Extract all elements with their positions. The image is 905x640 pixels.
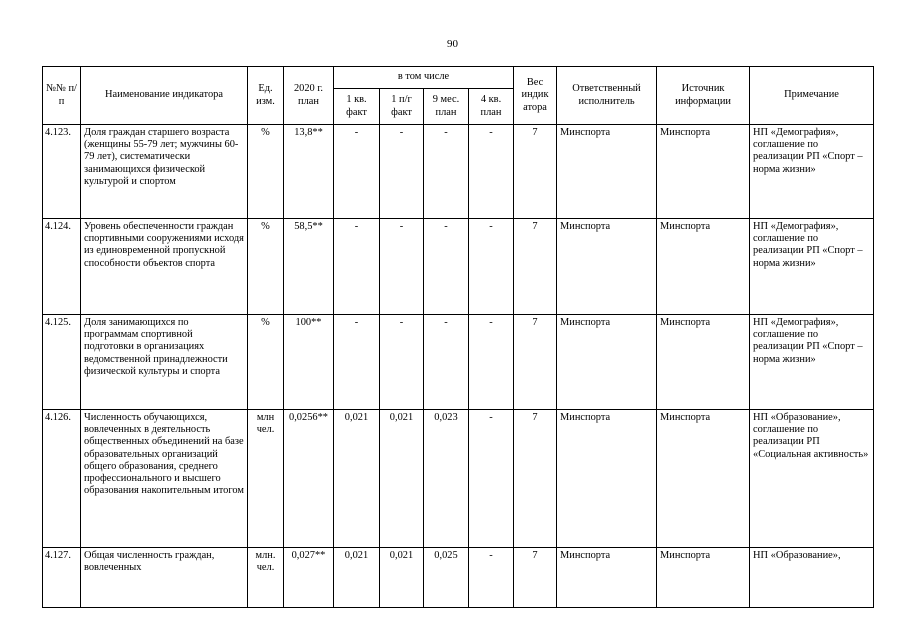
row-q1: 0,021	[334, 548, 380, 608]
header-plan-2020: 2020 г. план	[284, 67, 334, 125]
header-q1: 1 кв. факт	[334, 89, 380, 125]
header-unit: Ед. изм.	[248, 67, 284, 125]
row-9m: 0,025	[424, 548, 469, 608]
table-row	[43, 315, 874, 410]
indicators-table-container	[42, 66, 874, 640]
row-name: Общая численность граждан, вовлеченных	[81, 548, 248, 608]
header-source: Источник информации	[657, 67, 750, 125]
row-q4: -	[469, 219, 514, 315]
header-group: в том числе	[334, 67, 514, 89]
row-q1: -	[334, 125, 380, 219]
row-responsible: Минспорта	[557, 548, 657, 608]
header-responsible: Ответственный исполнитель	[557, 67, 657, 125]
row-weight: 7	[514, 548, 557, 608]
row-num: 4.126.	[43, 410, 81, 548]
row-source: Минспорта	[657, 219, 750, 315]
row-h1: 0,021	[380, 548, 424, 608]
header-q4: 4 кв. план	[469, 89, 514, 125]
row-unit: %	[248, 219, 284, 315]
row-responsible: Минспорта	[557, 125, 657, 219]
row-q4: -	[469, 125, 514, 219]
row-plan-2020: 13,8**	[284, 125, 334, 219]
row-unit: млн. чел.	[248, 548, 284, 608]
header-weight: Вес индик атора	[514, 67, 557, 125]
row-q4: -	[469, 315, 514, 410]
row-q4: -	[469, 410, 514, 548]
row-q4: -	[469, 548, 514, 608]
table-row	[43, 125, 874, 219]
row-h1: -	[380, 315, 424, 410]
row-source: Минспорта	[657, 315, 750, 410]
row-name: Доля граждан старшего возраста (женщины 55-79 лет; мужчины 60-79 лет), систематически занимающихся физической культурой и спортом	[81, 125, 248, 219]
row-9m: -	[424, 315, 469, 410]
header-9m: 9 мес. план	[424, 89, 469, 125]
header-name: Наименование индикатора	[81, 67, 248, 125]
row-plan-2020: 58,5**	[284, 219, 334, 315]
row-unit: %	[248, 125, 284, 219]
row-weight: 7	[514, 315, 557, 410]
header-note: Примечание	[750, 67, 874, 125]
row-num: 4.123.	[43, 125, 81, 219]
row-plan-2020: 100**	[284, 315, 334, 410]
row-unit: %	[248, 315, 284, 410]
row-name: Численность обучающихся, вовлеченных в деятельность общественных объединений на базе образовательных организаций общего образования, среднего профессионального и высшего образования накопительным итогом	[81, 410, 248, 548]
row-name: Доля занимающихся по программам спортивной подготовки в организациях ведомственной принадлежности физической культуры и спорта	[81, 315, 248, 410]
row-9m: -	[424, 219, 469, 315]
row-note: НП «Образование»,	[750, 548, 874, 608]
row-weight: 7	[514, 410, 557, 548]
row-source: Минспорта	[657, 548, 750, 608]
row-num: 4.124.	[43, 219, 81, 315]
row-num: 4.125.	[43, 315, 81, 410]
row-source: Минспорта	[657, 125, 750, 219]
row-num: 4.127.	[43, 548, 81, 608]
header-h1: 1 п/г факт	[380, 89, 424, 125]
row-h1: -	[380, 125, 424, 219]
table-row	[43, 219, 874, 315]
indicators-table	[42, 66, 874, 608]
row-weight: 7	[514, 219, 557, 315]
table-body	[43, 125, 874, 608]
row-h1: 0,021	[380, 410, 424, 548]
table-header	[43, 67, 874, 125]
row-responsible: Минспорта	[557, 410, 657, 548]
row-9m: -	[424, 125, 469, 219]
row-note: НП «Демография», соглашение по реализации РП «Спорт – норма жизни»	[750, 315, 874, 410]
row-name: Уровень обеспеченности граждан спортивными сооружениями исходя из единовременной пропускной способности объектов спорта	[81, 219, 248, 315]
row-responsible: Минспорта	[557, 219, 657, 315]
row-plan-2020: 0,0256**	[284, 410, 334, 548]
row-note: НП «Образование», соглашение по реализации РП «Социальная активность»	[750, 410, 874, 548]
row-q1: -	[334, 315, 380, 410]
row-weight: 7	[514, 125, 557, 219]
row-note: НП «Демография», соглашение по реализации РП «Спорт – норма жизни»	[750, 219, 874, 315]
row-unit: млн чел.	[248, 410, 284, 548]
row-note: НП «Демография», соглашение по реализации РП «Спорт – норма жизни»	[750, 125, 874, 219]
row-plan-2020: 0,027**	[284, 548, 334, 608]
row-q1: 0,021	[334, 410, 380, 548]
header-num: №№ п/п	[43, 67, 81, 125]
row-h1: -	[380, 219, 424, 315]
row-9m: 0,023	[424, 410, 469, 548]
row-source: Минспорта	[657, 410, 750, 548]
table-row	[43, 410, 874, 548]
table-row	[43, 548, 874, 608]
row-q1: -	[334, 219, 380, 315]
page-number: 90	[447, 38, 458, 50]
row-responsible: Минспорта	[557, 315, 657, 410]
